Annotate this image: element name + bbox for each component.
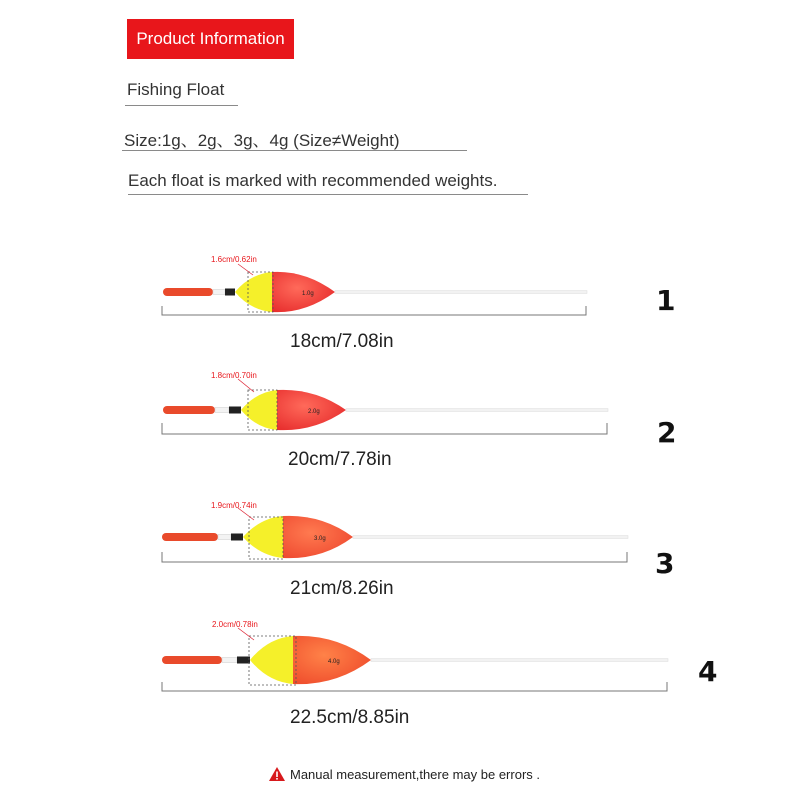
float-3-diameter-label: 1.9cm/0.74in (211, 501, 257, 510)
measurement-warning (268, 766, 540, 782)
float-4-number: 4 (698, 655, 718, 688)
weight-note-underline (128, 194, 528, 195)
product-name-underline (125, 105, 238, 106)
float-4-illustration (0, 610, 800, 700)
float-4-length: 22.5cm/8.85in (290, 707, 410, 728)
float-2-weight-mark: 2.0g (308, 409, 320, 415)
float-3-tail (162, 533, 218, 541)
float-1-tail (163, 288, 213, 296)
float-1-dimension-bracket (162, 306, 586, 315)
float-2-number: 2 (657, 416, 677, 449)
float-2-diameter-label: 1.8cm/0.70in (211, 371, 257, 380)
warning-icon (268, 766, 286, 782)
float-2-antenna (346, 409, 608, 412)
product-information-badge: Product Information (127, 19, 294, 59)
float-3-weight-mark: 3.0g (314, 536, 326, 542)
float-1-weight-mark: 1.0g (302, 291, 314, 297)
size-info-underline (122, 150, 467, 151)
float-1-diameter-label: 1.6cm/0.62in (211, 255, 257, 264)
warning-text: Manual measurement,there may be errors . (290, 767, 540, 782)
float-1-number: 1 (656, 284, 676, 317)
float-4-dimension-bracket (162, 682, 667, 691)
float-1-illustration (0, 240, 800, 330)
float-2-yellow-body (241, 390, 277, 430)
float-1-length: 18cm/7.08in (290, 331, 394, 352)
float-4-weight-mark: 4.0g (328, 659, 340, 665)
float-1-antenna (335, 291, 587, 294)
float-3-antenna (353, 536, 628, 539)
weight-note: Each float is marked with recommended weights. (128, 171, 498, 190)
float-2-length: 20cm/7.78in (288, 449, 392, 470)
float-4-antenna (371, 659, 668, 662)
float-3-number: 3 (655, 547, 675, 580)
float-3-illustration (0, 490, 800, 580)
float-3-dimension-bracket (162, 552, 627, 562)
float-4-diameter-label: 2.0cm/0.78in (212, 620, 258, 629)
float-1-yellow-body (235, 272, 272, 312)
float-3-length: 21cm/8.26in (290, 578, 394, 599)
product-name: Fishing Float (127, 80, 225, 99)
float-4-yellow-body (250, 636, 293, 684)
float-4-tail (162, 656, 222, 664)
float-2-tail (163, 406, 215, 414)
float-2-illustration (0, 365, 800, 455)
float-2-dimension-bracket (162, 423, 607, 434)
size-info: Size:1g、2g、3g、4g (Size≠Weight) (124, 131, 400, 150)
